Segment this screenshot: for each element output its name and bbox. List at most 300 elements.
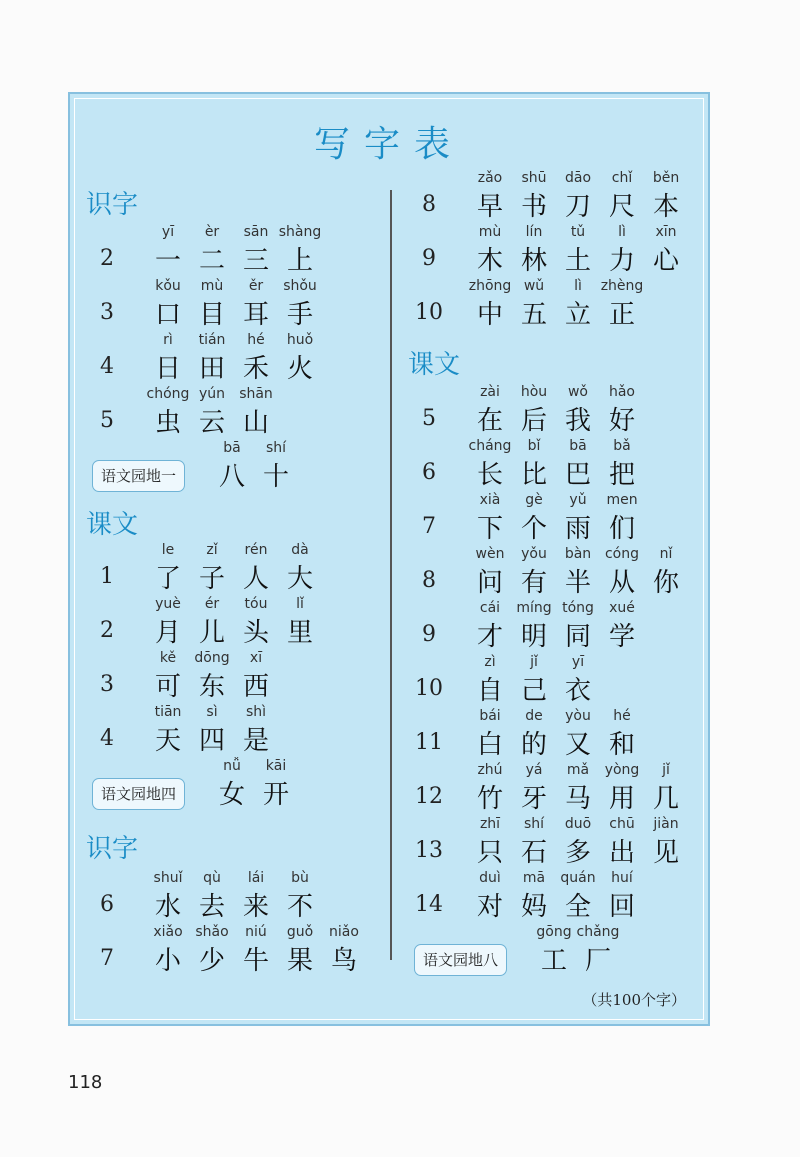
character-cell <box>512 278 556 332</box>
lesson-number: 5 <box>100 408 114 433</box>
pinyin: dà <box>291 542 309 558</box>
character-cell <box>556 278 600 332</box>
character-cell <box>234 596 278 650</box>
pinyin: bái <box>479 708 501 724</box>
garden-row <box>406 924 706 978</box>
character-group <box>468 762 688 816</box>
hanzi: 二 <box>198 246 225 276</box>
pinyin: yòng <box>604 762 640 778</box>
hanzi: 少 <box>198 946 225 976</box>
hanzi: 山 <box>242 408 269 438</box>
pinyin: èr <box>204 224 220 240</box>
hanzi: 子 <box>198 564 225 594</box>
lesson-number: 11 <box>415 730 443 755</box>
hanzi: 们 <box>608 514 635 544</box>
lesson-number: 6 <box>422 460 436 485</box>
lesson-row <box>84 870 384 924</box>
pinyin: wǔ <box>523 278 545 294</box>
hanzi: 中 <box>476 300 503 330</box>
hanzi: 在 <box>476 406 503 436</box>
lesson-number: 7 <box>422 514 436 539</box>
character-cell <box>512 600 556 654</box>
character-group <box>468 438 644 492</box>
character-group <box>146 924 366 978</box>
hanzi: 上 <box>286 246 313 276</box>
character-cell <box>254 440 298 494</box>
page-number: 118 <box>68 1072 103 1093</box>
character-cell <box>600 708 644 762</box>
character-cell <box>278 596 322 650</box>
character-cell <box>278 224 322 278</box>
pinyin: shì <box>245 704 267 720</box>
hanzi: 从 <box>608 568 635 598</box>
pinyin: tóu <box>244 596 268 612</box>
character-cell <box>468 384 512 438</box>
lesson-row <box>406 546 706 600</box>
hanzi: 四 <box>198 726 225 756</box>
hanzi: 立 <box>564 300 591 330</box>
hanzi: 个 <box>520 514 547 544</box>
lesson-row <box>84 596 384 650</box>
character-cell <box>556 816 600 870</box>
pinyin: yún <box>198 386 226 402</box>
character-cell <box>644 762 688 816</box>
lesson-row <box>84 924 384 978</box>
lesson-row <box>84 650 384 704</box>
pinyin: bā <box>569 438 587 454</box>
hanzi: 十 <box>262 462 289 492</box>
hanzi: 石 <box>520 838 547 868</box>
character-group <box>468 384 644 438</box>
hanzi: 雨 <box>564 514 591 544</box>
pinyin: míng <box>516 600 552 616</box>
pinyin: kāi <box>265 758 287 774</box>
character-cell <box>278 542 322 596</box>
hanzi: 口 <box>154 300 181 330</box>
pinyin: zài <box>480 384 500 400</box>
lesson-row <box>84 332 384 386</box>
garden-row <box>84 440 384 494</box>
pinyin: dāo <box>564 170 592 186</box>
character-cell <box>556 492 600 546</box>
character-cell <box>190 924 234 978</box>
character-group <box>468 654 600 708</box>
hanzi: 把 <box>608 460 635 490</box>
pinyin: rén <box>244 542 268 558</box>
character-cell <box>556 708 600 762</box>
pinyin: jǐ <box>662 762 670 778</box>
hanzi: 了 <box>154 564 181 594</box>
character-cell <box>190 542 234 596</box>
character-cell <box>190 278 234 332</box>
character-group <box>468 492 644 546</box>
character-cell <box>600 762 644 816</box>
character-cell <box>468 816 512 870</box>
pinyin: mù <box>200 278 224 294</box>
hanzi: 书 <box>520 192 547 222</box>
lesson-number: 6 <box>100 892 114 917</box>
garden-label: 语文园地四 <box>92 778 185 810</box>
character-cell <box>234 704 278 758</box>
character-cell <box>600 816 644 870</box>
character-cell <box>146 278 190 332</box>
column-divider <box>390 190 392 960</box>
hanzi: 西 <box>242 672 269 702</box>
pinyin: zǎo <box>477 170 503 186</box>
pinyin: kǒu <box>155 278 181 294</box>
hanzi: 儿 <box>198 618 225 648</box>
character-group <box>468 816 688 870</box>
hanzi: 全 <box>564 892 591 922</box>
pinyin: shí <box>523 816 545 832</box>
page-title: 写字表 <box>313 124 464 165</box>
pinyin: duō <box>564 816 592 832</box>
character-cell <box>210 758 254 812</box>
hanzi: 比 <box>520 460 547 490</box>
character-cell <box>146 542 190 596</box>
pinyin: bǐ <box>527 438 541 454</box>
character-cell <box>254 758 298 812</box>
pinyin: ér <box>204 596 220 612</box>
character-cell <box>600 492 644 546</box>
pinyin: lái <box>247 870 265 886</box>
hanzi: 头 <box>242 618 269 648</box>
hanzi: 巴 <box>564 460 591 490</box>
character-cell <box>234 332 278 386</box>
hanzi: 日 <box>154 354 181 384</box>
character-cell <box>600 384 644 438</box>
lesson-row <box>84 542 384 596</box>
hanzi: 来 <box>242 892 269 922</box>
character-group <box>532 924 620 978</box>
pinyin: wèn <box>475 546 505 562</box>
character-cell <box>146 224 190 278</box>
pinyin: zhèng <box>600 278 644 294</box>
character-cell <box>556 870 600 924</box>
pinyin: xī <box>249 650 263 666</box>
character-cell <box>468 870 512 924</box>
lesson-number: 10 <box>415 300 443 325</box>
character-group <box>146 386 278 440</box>
pinyin: hòu <box>520 384 548 400</box>
lesson-number: 2 <box>100 246 114 271</box>
character-group <box>146 278 322 332</box>
lesson-row <box>406 278 706 332</box>
pinyin: yuè <box>155 596 181 612</box>
hanzi: 牛 <box>242 946 269 976</box>
lesson-number: 8 <box>422 192 436 217</box>
hanzi: 刀 <box>564 192 591 222</box>
hanzi: 开 <box>262 780 289 810</box>
character-cell <box>468 708 512 762</box>
character-cell <box>278 870 322 924</box>
hanzi: 妈 <box>520 892 547 922</box>
character-cell <box>468 600 512 654</box>
pinyin: shí <box>265 440 287 456</box>
character-cell <box>556 224 600 278</box>
section-heading: 识字 <box>86 834 139 864</box>
pinyin: bù <box>291 870 309 886</box>
pinyin: lì <box>618 224 626 240</box>
hanzi: 好 <box>608 406 635 436</box>
character-cell <box>234 870 278 924</box>
hanzi: 田 <box>198 354 225 384</box>
character-cell <box>234 650 278 704</box>
pinyin: cái <box>479 600 501 616</box>
character-cell <box>600 224 644 278</box>
character-cell <box>512 438 556 492</box>
hanzi: 女 <box>218 780 245 810</box>
character-group <box>146 650 278 704</box>
character-cell <box>278 278 322 332</box>
pinyin: zǐ <box>206 542 218 558</box>
character-cell <box>190 704 234 758</box>
hanzi: 自 <box>476 676 503 706</box>
hanzi: 禾 <box>242 354 269 384</box>
pinyin: chǐ <box>611 170 633 186</box>
character-cell <box>190 224 234 278</box>
character-cell <box>512 224 556 278</box>
pinyin: zhī <box>479 816 501 832</box>
hanzi: 用 <box>608 784 635 814</box>
character-cell <box>556 762 600 816</box>
hanzi: 问 <box>476 568 503 598</box>
hanzi: 大 <box>286 564 313 594</box>
hanzi: 手 <box>286 300 313 330</box>
lesson-row <box>84 386 384 440</box>
lesson-number: 3 <box>100 672 114 697</box>
pinyin: yī <box>571 654 585 670</box>
lesson-number: 1 <box>100 564 114 589</box>
pinyin: yǔ <box>569 492 587 508</box>
lesson-row <box>406 384 706 438</box>
pinyin: chū <box>609 816 635 832</box>
pinyin: yī <box>161 224 175 240</box>
lesson-number: 7 <box>100 946 114 971</box>
pinyin: de <box>525 708 543 724</box>
pinyin: zhōng <box>468 278 512 294</box>
hanzi: 里 <box>286 618 313 648</box>
pinyin: hé <box>247 332 265 348</box>
character-cell <box>234 924 278 978</box>
lesson-number: 13 <box>415 838 443 863</box>
hanzi: 耳 <box>242 300 269 330</box>
hanzi: 木 <box>476 246 503 276</box>
hanzi: 正 <box>608 300 635 330</box>
lesson-row <box>406 654 706 708</box>
character-cell <box>576 924 620 978</box>
hanzi: 己 <box>520 676 547 706</box>
pinyin: sān <box>243 224 269 240</box>
pinyin: hé <box>613 708 631 724</box>
character-cell <box>146 704 190 758</box>
lesson-row <box>84 224 384 278</box>
character-cell <box>600 438 644 492</box>
pinyin: xué <box>609 600 635 616</box>
hanzi: 八 <box>218 462 245 492</box>
pinyin: shǒu <box>283 278 317 294</box>
hanzi: 对 <box>476 892 503 922</box>
lesson-row <box>406 762 706 816</box>
character-group <box>468 600 644 654</box>
hanzi: 的 <box>520 730 547 760</box>
character-cell <box>644 224 688 278</box>
hanzi: 明 <box>520 622 547 652</box>
pinyin: nǐ <box>659 546 673 562</box>
character-cell <box>556 384 600 438</box>
pinyin: tǔ <box>570 224 586 240</box>
pinyin: dōng <box>194 650 230 666</box>
hanzi: 只 <box>476 838 503 868</box>
hanzi: 我 <box>564 406 591 436</box>
character-group <box>210 440 298 494</box>
character-group <box>210 758 298 812</box>
section-heading: 识字 <box>86 190 139 220</box>
hanzi: 东 <box>198 672 225 702</box>
lesson-row <box>406 870 706 924</box>
lesson-number: 12 <box>415 784 443 809</box>
hanzi: 几 <box>652 784 679 814</box>
character-cell <box>210 440 254 494</box>
pinyin: chǎng <box>576 924 620 940</box>
character-cell <box>146 650 190 704</box>
pinyin: gè <box>525 492 543 508</box>
character-cell <box>322 924 366 978</box>
hanzi: 和 <box>608 730 635 760</box>
pinyin: tián <box>198 332 226 348</box>
character-cell <box>190 596 234 650</box>
lesson-number: 9 <box>422 622 436 647</box>
pinyin: sì <box>206 704 218 720</box>
pinyin: bàn <box>564 546 592 562</box>
character-group <box>146 704 278 758</box>
character-cell <box>512 384 556 438</box>
character-cell <box>234 542 278 596</box>
character-cell <box>532 924 576 978</box>
pinyin: shān <box>239 386 273 402</box>
lesson-number: 9 <box>422 246 436 271</box>
character-cell <box>556 546 600 600</box>
hanzi: 见 <box>652 838 679 868</box>
hanzi: 目 <box>198 300 225 330</box>
hanzi: 不 <box>286 892 313 922</box>
pinyin: men <box>606 492 638 508</box>
pinyin: mù <box>478 224 502 240</box>
hanzi: 同 <box>564 622 591 652</box>
hanzi: 本 <box>652 192 679 222</box>
character-group <box>146 542 322 596</box>
hanzi: 心 <box>652 246 679 276</box>
pinyin: lì <box>574 278 582 294</box>
character-cell <box>644 170 688 224</box>
hanzi: 衣 <box>564 676 591 706</box>
pinyin: quán <box>560 870 596 886</box>
character-cell <box>278 332 322 386</box>
character-cell <box>512 762 556 816</box>
pinyin: kě <box>159 650 177 666</box>
character-cell <box>512 816 556 870</box>
pinyin: yòu <box>565 708 591 724</box>
character-group <box>468 870 644 924</box>
character-cell <box>512 546 556 600</box>
character-cell <box>556 170 600 224</box>
lesson-row <box>406 708 706 762</box>
hanzi: 去 <box>198 892 225 922</box>
pinyin: ěr <box>248 278 264 294</box>
lesson-row <box>406 816 706 870</box>
section-heading: 课文 <box>408 350 461 380</box>
hanzi: 有 <box>520 568 547 598</box>
hanzi: 半 <box>564 568 591 598</box>
pinyin: hǎo <box>608 384 636 400</box>
hanzi: 是 <box>242 726 269 756</box>
hanzi: 学 <box>608 622 635 652</box>
character-cell <box>556 654 600 708</box>
hanzi: 林 <box>520 246 547 276</box>
character-cell <box>190 870 234 924</box>
lesson-number: 2 <box>100 618 114 643</box>
pinyin: huí <box>611 870 633 886</box>
pinyin: zì <box>484 654 496 670</box>
hanzi: 火 <box>286 354 313 384</box>
garden-label: 语文园地八 <box>414 944 507 976</box>
hanzi: 你 <box>652 568 679 598</box>
lesson-row <box>406 600 706 654</box>
hanzi: 长 <box>476 460 503 490</box>
pinyin: mā <box>522 870 546 886</box>
pinyin: shū <box>521 170 547 186</box>
character-cell <box>600 278 644 332</box>
lesson-row <box>406 224 706 278</box>
pinyin: cóng <box>604 546 640 562</box>
character-group <box>468 546 688 600</box>
hanzi: 又 <box>564 730 591 760</box>
character-cell <box>644 546 688 600</box>
character-cell <box>600 546 644 600</box>
hanzi: 土 <box>564 246 591 276</box>
character-cell <box>234 278 278 332</box>
pinyin: xīn <box>655 224 677 240</box>
character-cell <box>234 224 278 278</box>
character-group <box>468 708 644 762</box>
hanzi: 后 <box>520 406 547 436</box>
hanzi: 尺 <box>608 192 635 222</box>
pinyin: nǚ <box>223 758 241 774</box>
character-cell <box>146 870 190 924</box>
pinyin: cháng <box>468 438 512 454</box>
character-cell <box>512 654 556 708</box>
pinyin: bā <box>223 440 241 456</box>
character-cell <box>600 870 644 924</box>
lesson-row <box>406 438 706 492</box>
pinyin: niú <box>245 924 267 940</box>
garden-row <box>84 758 384 812</box>
character-cell <box>512 708 556 762</box>
character-cell <box>278 924 322 978</box>
lesson-row <box>84 278 384 332</box>
character-cell <box>190 332 234 386</box>
hanzi: 才 <box>476 622 503 652</box>
character-cell <box>190 386 234 440</box>
hanzi: 月 <box>154 618 181 648</box>
pinyin: mǎ <box>566 762 590 778</box>
character-cell <box>512 492 556 546</box>
hanzi: 一 <box>154 246 181 276</box>
pinyin: jiàn <box>653 816 679 832</box>
character-group <box>146 332 322 386</box>
character-cell <box>512 170 556 224</box>
hanzi: 工 <box>540 946 567 976</box>
